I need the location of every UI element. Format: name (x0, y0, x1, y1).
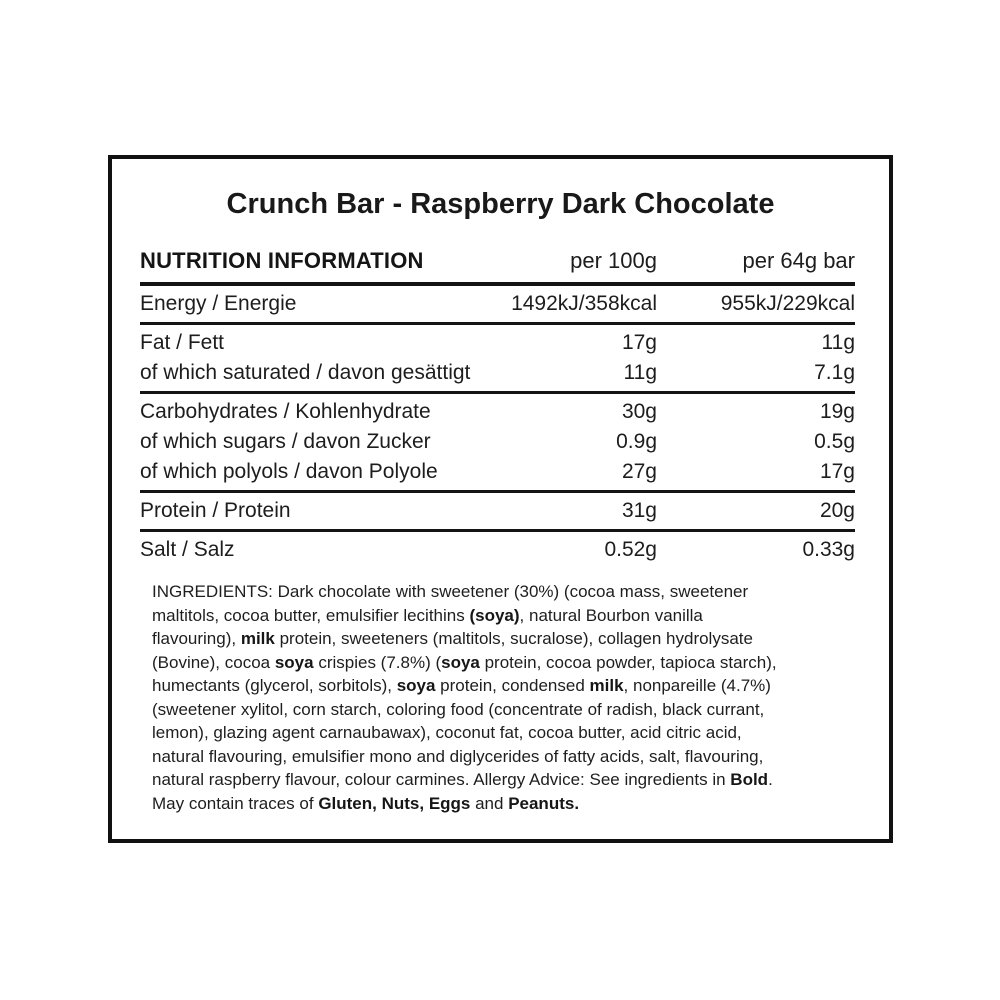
ingredients-segment: , nonpareille (4.7%) (sweetener xylitol, corn starch, coloring food (concentrate of radish, black currant, lemon), glazing agent carnaubawax), coconut fat, cocoa butter, acid citric acid, natural flavouring, emulsifier mono and diglycerides of fatty acids, salt, flavouring, natural raspberry flavour, colour carmines. Allergy Advice: See ingredients in (152, 676, 771, 789)
nutrient-label: Fat / Fett (140, 331, 225, 354)
nutrition-table-group (140, 325, 855, 394)
ingredients-segment: INGREDIENTS: Dark chocolate with sweetener (30%) (cocoa mass, sweetener maltitols, cocoa butter, emulsifier lecithins (152, 582, 749, 625)
ingredients-bold-segment: Bold (730, 770, 769, 789)
nutrition-table-group (140, 394, 855, 493)
nutrition-table-body (140, 286, 855, 568)
nutrition-table-group (140, 493, 855, 532)
nutrient-label: of which sugars / davon Zucker (140, 430, 431, 453)
ingredients-bold-segment: milk (240, 629, 275, 648)
value-per-100g: 0.9g (616, 430, 657, 453)
ingredients-bold-segment: milk (589, 676, 624, 695)
ingredients-segment: protein, condensed (435, 676, 590, 695)
nutrient-label: of which polyols / davon Polyole (140, 460, 438, 483)
ingredients-bold-segment: soya (441, 652, 480, 672)
column-header-nutrition-information: NUTRITION INFORMATION (140, 248, 424, 273)
ingredients-segment: . May contain traces of (152, 770, 773, 813)
nutrition-table-header-row (140, 246, 855, 286)
table-row (140, 328, 855, 358)
ingredients-segment: and (470, 793, 509, 813)
nutrition-table-group (140, 286, 855, 325)
table-row (140, 457, 855, 487)
value-per-100g: 17g (621, 331, 657, 354)
value-per-100g: 31g (621, 499, 657, 522)
nutrition-table-group (140, 532, 855, 568)
nutrient-label: Protein / Protein (140, 499, 291, 522)
value-per-64g-bar: 11g (821, 331, 855, 354)
ingredients-segment: protein, cocoa powder, tapioca starch), humectants (glycerol, sorbitols), (152, 652, 777, 695)
value-per-100g: 0.52g (604, 538, 657, 561)
ingredients-segment: crispies (7.8%) ( (313, 652, 442, 672)
table-row (140, 358, 855, 388)
ingredients-bold-segment: Peanuts. (508, 793, 580, 813)
value-per-100g: 27g (621, 460, 657, 483)
column-header-per-64g-bar: per 64g bar (742, 248, 855, 273)
table-row (140, 289, 855, 319)
nutrition-label-box (108, 155, 893, 843)
table-row (140, 535, 855, 565)
value-per-64g-bar: 17g (819, 460, 855, 483)
nutrition-table (140, 246, 855, 568)
column-header-per-100g: per 100g (570, 248, 657, 273)
nutrient-label: of which saturated / davon gesättigt (140, 361, 471, 384)
nutrient-label: Carbohydrates / Kohlenhydrate (140, 400, 431, 423)
value-per-100g: 30g (621, 400, 657, 423)
ingredients-bold-segment: soya (274, 652, 314, 672)
value-per-64g-bar: 7.1g (814, 361, 855, 384)
value-per-64g-bar: 955kJ/229kcal (720, 292, 855, 315)
table-row (140, 397, 855, 427)
table-row (140, 427, 855, 457)
nutrient-label: Salt / Salz (140, 538, 235, 561)
ingredients-bold-segment: Gluten, Nuts, Eggs (318, 793, 471, 813)
ingredients-text (152, 580, 784, 815)
table-row (140, 496, 855, 526)
nutrient-label: Energy / Energie (140, 292, 297, 315)
value-per-64g-bar: 20g (819, 499, 855, 522)
value-per-100g: 1492kJ/358kcal (511, 292, 657, 315)
ingredients-segment: protein, sweeteners (maltitols, sucralose), collagen hydrolysate (Bovine), cocoa (152, 629, 753, 672)
value-per-64g-bar: 19g (819, 400, 855, 423)
value-per-64g-bar: 0.5g (814, 430, 855, 453)
ingredients-segment: , natural Bourbon vanilla flavouring), (152, 605, 703, 648)
ingredients-bold-segment: (soya) (469, 605, 520, 625)
value-per-64g-bar: 0.33g (802, 538, 855, 561)
product-title: Crunch Bar - Raspberry Dark Chocolate (226, 188, 775, 220)
value-per-100g: 11g (623, 361, 657, 384)
ingredients-bold-segment: soya (396, 676, 436, 695)
